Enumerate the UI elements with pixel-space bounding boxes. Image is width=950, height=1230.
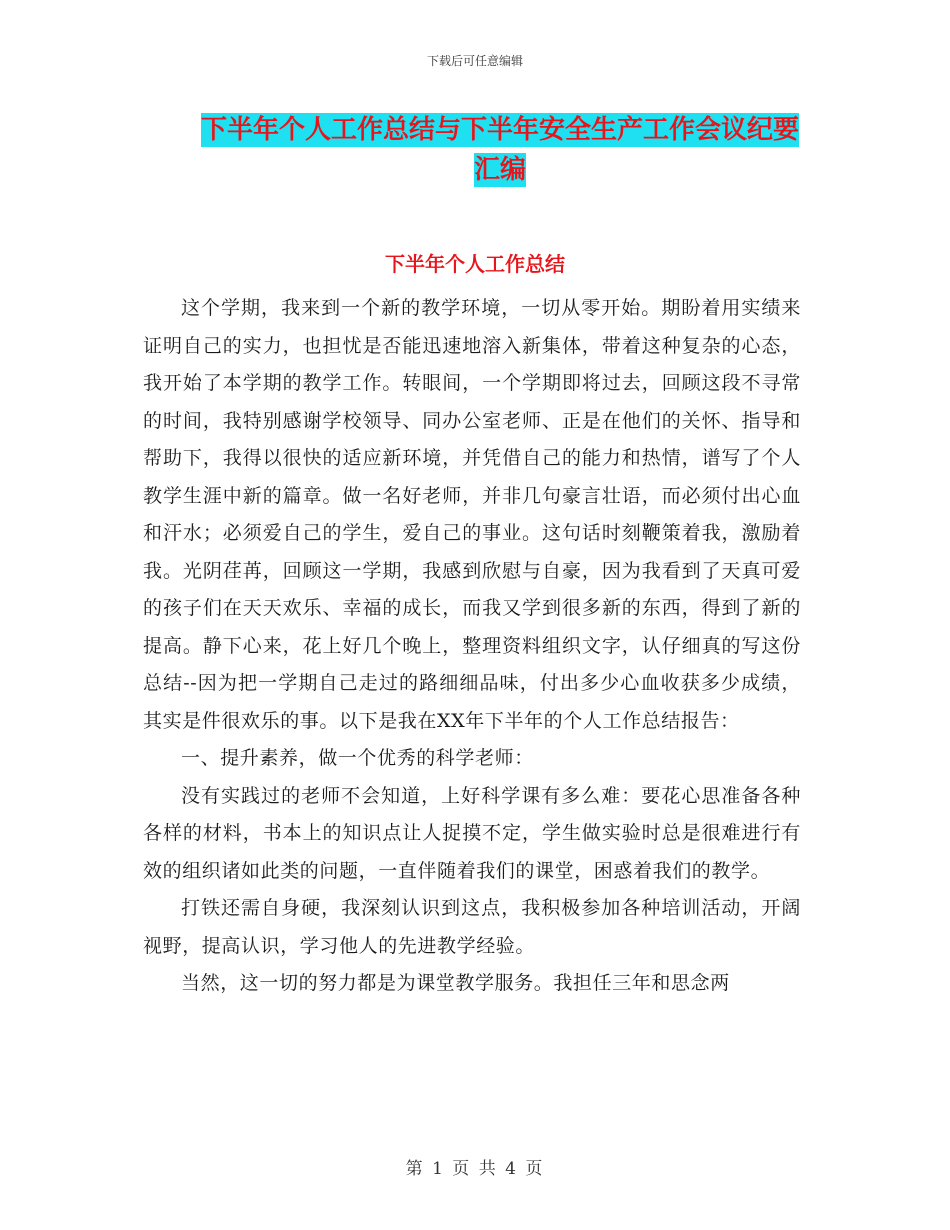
title-line-1: 下半年个人工作总结与下半年安全生产工作会议纪要 [200, 115, 799, 145]
section-title: 下半年个人工作总结 [385, 252, 565, 276]
header-note: 下载后可任意编辑 [426, 54, 523, 68]
title-line-2: 汇编 [473, 155, 526, 185]
page-footer: 第 1 页 共 4 页 [405, 1159, 545, 1179]
body-text [143, 290, 801, 1003]
paragraph: 打铁还需自身硬，我深刻认识到这点，我积极参加各种培训活动，开阔视野，提高认识，学习他人的先进教学经验。 [143, 897, 801, 957]
document-title [190, 110, 810, 190]
paragraph: 这个学期，我来到一个新的教学环境，一切从零开始。期盼着用实绩来证明自己的实力，也担忧是否能迅速地溶入新集体，带着这种复杂的心态，我开始了本学期的教学工作。转眼间，一个学期即将过去，回顾这段不寻常的时间，我特别感谢学校领导、同办公室老师、正是在他们的关怀、指导和帮助下，我得以很快的适应新环境，并凭借自己的能力和热情，谱写了个人教学生涯中新的篇章。做一名好老师，并非几句豪言壮语，而必须付出心血和汗水；必须爱自己的学生，爱自己的事业。这句话时刻鞭策着我，激励着我。光阴荏苒，回顾这一学期，我感到欣慰与自豪，因为我看到了天真可爱的孩子们在天天欢乐、幸福的成长，而我又学到很多新的东西，得到了新的提高。静下心来，花上好几个晚上，整理资料组织文字，认仔细真的写这份总结--因为把一学期自己走过的路细细品味，付出多少心血收获多少成绩，其实是件很欢乐的事。以下是我在XX年下半年的个人工作总结报告： [143, 297, 801, 732]
paragraph: 一、提升素养，做一个优秀的科学老师： [181, 747, 534, 769]
paragraph: 没有实践过的老师不会知道，上好科学课有多么难：要花心思准备各种各样的材料，书本上的知识点让人捉摸不定，学生做实验时总是很难进行有效的组织诸如此类的问题，一直伴随着我们的课堂，困惑着我们的教学。 [143, 784, 801, 882]
paragraph: 当然，这一切的努力都是为课堂教学服务。我担任三年和思念两 [181, 972, 730, 994]
